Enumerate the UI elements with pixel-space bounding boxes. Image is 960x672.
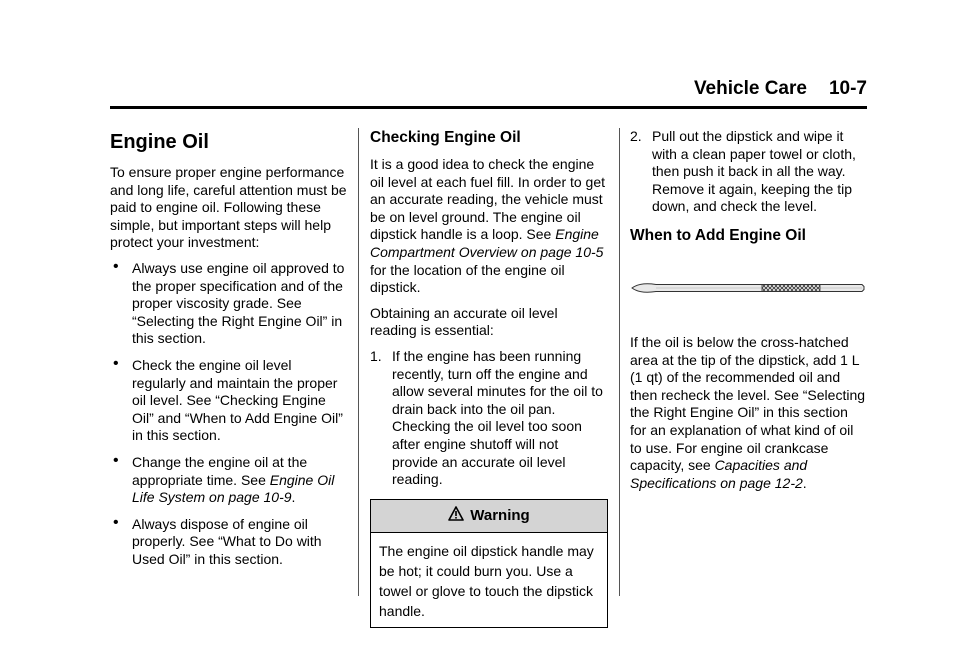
add-oil-paragraph: [630, 334, 868, 492]
list-item: [110, 257, 348, 348]
steps-list: [370, 348, 608, 489]
dipstick-illustration: [630, 276, 868, 300]
column-divider-right: [619, 128, 620, 596]
list-item: [370, 348, 608, 489]
checking-text-end: for the location of the engine oil dipstick.: [370, 261, 565, 296]
warning-triangle-icon: [448, 506, 464, 526]
section-title: Vehicle Care: [693, 78, 807, 99]
column-1: [110, 128, 348, 577]
step-text: Pull out the dipstick and wipe it with a clean paper towel or cloth, then push it back in all the way. Remove it again, keeping the tip down, and check the level.: [652, 128, 856, 215]
engine-oil-heading: Engine Oil: [110, 131, 209, 153]
bullet-text: Always dispose of engine oil properly. See “What to Do with Used Oil” in this section.: [132, 515, 322, 567]
steps-list-continued: [630, 128, 868, 216]
bullet-icon: •: [113, 354, 119, 372]
warning-box: [370, 499, 608, 628]
header-text: [694, 78, 867, 100]
list-item: [630, 128, 868, 216]
engine-oil-bullet-list: [110, 257, 348, 569]
step-number: 1.: [370, 347, 382, 364]
engine-compartment-link[interactable]: Engine Compartment Overview on page 10-5: [370, 226, 604, 260]
warning-header: [371, 500, 607, 533]
step-text: If the engine has been running recently, turn off the engine and allow several minutes for the oil to drain back into the oil pan. Checking the oil level too soon after engine shutoff will not provide an accurate oil level reading.: [392, 347, 603, 488]
column-divider-left: [358, 128, 359, 596]
add-oil-text: If the oil is below the cross-hatched area at the tip of the dipstick, add 1 L (1 qt) of the recommended oil and then recheck the level. See “Selecting the Right Engine Oil” in this section for an explanation of what kind of oil to use. For engine oil crankcase capacity, see: [630, 333, 866, 474]
add-oil-text-end: .: [802, 474, 807, 491]
bullet-text: Check the engine oil level regularly and maintain the proper oil level. See “Checking Engine Oil” and “When to Add Engine Oil” in this section.: [132, 356, 343, 444]
engine-oil-intro: To ensure proper engine performance and long life, careful attention must be paid to engine oil. Following these simple, but important steps will help protect your investment:: [110, 164, 347, 251]
bullet-text: Change the engine oil at the appropriate time. See: [132, 453, 308, 488]
bullet-text-end: .: [291, 489, 296, 506]
warning-title: Warning: [470, 506, 530, 524]
step-number: 2.: [630, 128, 642, 144]
list-item: [110, 451, 348, 507]
page-number: 10-7: [828, 78, 867, 99]
bullet-icon: •: [113, 451, 119, 469]
list-item: [110, 513, 348, 569]
oil-life-system-link[interactable]: Engine Oil Life System on page 10-9: [132, 471, 335, 506]
bullet-icon: •: [113, 257, 119, 275]
bullet-text: Always use engine oil approved to the proper specification and of the proper viscosity grade. See “Selecting the Right Engine Oil” in this section.: [132, 259, 345, 347]
checking-paragraph: [370, 156, 608, 297]
when-to-add-oil-heading: When to Add Engine Oil: [630, 226, 806, 244]
list-item: [110, 354, 348, 445]
checking-engine-oil-heading: Checking Engine Oil: [370, 129, 521, 146]
warning-body: The engine oil dipstick handle may be hot; it could burn you. Use a towel or glove to touch the dipstick handle.: [379, 542, 594, 619]
bullet-icon: •: [113, 513, 119, 531]
capacities-link[interactable]: Capacities and Specifications on page 12-2: [630, 457, 808, 491]
page-header: [110, 78, 867, 109]
column-3: [630, 128, 868, 500]
accurate-reading-paragraph: Obtaining an accurate oil level reading is essential:: [370, 304, 558, 339]
column-2: [370, 128, 608, 628]
checking-text: It is a good idea to check the engine oil level at each fuel fill. In order to get an accurate reading, the vehicle must be on level ground. The engine oil dipstick handle is a loop. See: [370, 156, 606, 243]
